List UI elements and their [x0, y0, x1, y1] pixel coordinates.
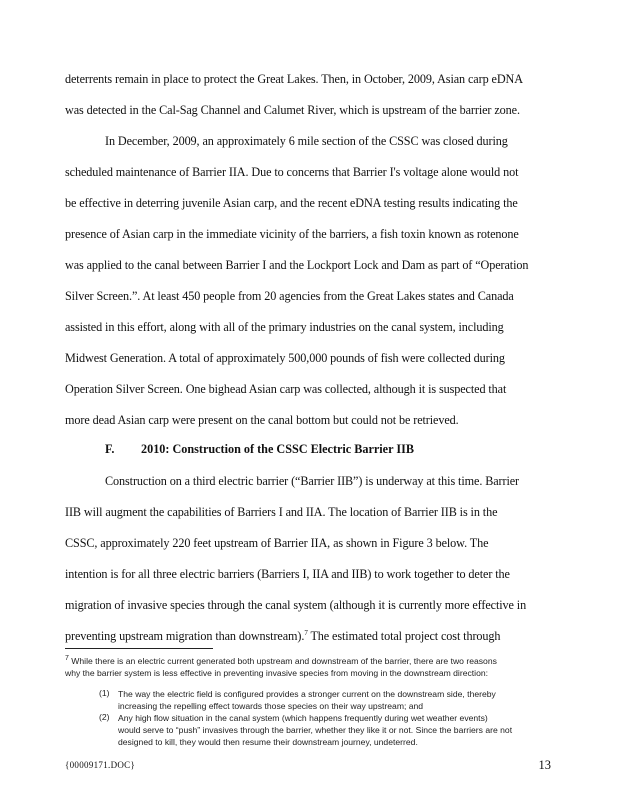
footnote-item-line: increasing the repelling effect towards those species on their way upstream; and	[118, 701, 424, 711]
section-line: CSSC, approximately 220 feet upstream of Barrier IIA, as shown in Figure 3 below. The	[65, 536, 489, 550]
body-line: Midwest Generation. A total of approximately 500,000 pounds of fish were collected during	[65, 351, 505, 365]
section-line: intention is for all three electric barriers (Barriers I, IIA and IIB) to work together to deter the	[65, 567, 510, 581]
body-line: In December, 2009, an approximately 6 mile section of the CSSC was closed during	[105, 134, 508, 148]
footnote-item-line: The way the electric field is configured provides a stronger current on the downstream side, thereby	[118, 689, 496, 699]
footnote-item-number: (1)	[99, 688, 110, 698]
body-line: more dead Asian carp were present on the canal bottom but could not be retrieved.	[65, 413, 459, 427]
page-number: 13	[538, 758, 551, 772]
section-line: migration of invasive species through the canal system (although it is currently more effective in	[65, 598, 527, 612]
footnote-item-line: designed to kill, they would then resume their downstream journey, undeterred.	[118, 737, 418, 747]
footnote-intro	[65, 655, 497, 667]
footnote-number: 7	[65, 655, 69, 663]
body-line: was detected in the Cal-Sag Channel and Calumet River, which is upstream of the barrier zone.	[65, 103, 520, 117]
footnote-item-line: Any high flow situation in the canal system (which happens frequently during wet weather events)	[118, 713, 488, 723]
section-line-last	[65, 628, 553, 644]
section-letter: F.	[105, 442, 115, 456]
body-line: was applied to the canal between Barrier I and the Lockport Lock and Dam as part of “Operation	[65, 258, 529, 272]
section-line: Construction on a third electric barrier (“Barrier IIB”) is underway at this time. Barrier	[105, 474, 520, 488]
body-line: presence of Asian carp in the immediate vicinity of the barriers, a fish toxin known as rotenone	[65, 227, 519, 241]
footnote-text: While there is an electric current generated both upstream and downstream of the barrier, there are two reasons	[68, 656, 497, 666]
body-line: deterrents remain in place to protect the Great Lakes. Then, in October, 2009, Asian carp eDNA	[65, 72, 523, 86]
footnote-intro: why the barrier system is less effective in preventing invasive species from moving in the downstream direction:	[65, 668, 489, 678]
line-text: The estimated total project cost through	[307, 629, 501, 643]
body-line: be effective in deterring juvenile Asian carp, and the recent eDNA testing results indicating the	[65, 196, 518, 210]
body-line: Silver Screen.”. At least 450 people from 20 agencies from the Great Lakes states and Canada	[65, 289, 514, 303]
document-id: {00009171.DOC}	[65, 760, 136, 770]
footnote-item-line: would serve to “push” invasives through the barrier, whether they like it or not. Since the barriers are not	[118, 725, 513, 735]
body-line: assisted in this effort, along with all of the primary industries on the canal system, including	[65, 320, 504, 334]
footnote-reference[interactable]: 7	[304, 628, 308, 637]
section-line: IIB will augment the capabilities of Barriers I and IIA. The location of Barrier IIB is in the	[65, 505, 498, 519]
section-title: 2010: Construction of the CSSC Electric Barrier IIB	[141, 442, 414, 456]
body-line: scheduled maintenance of Barrier IIA. Due to concerns that Barrier I's voltage alone would not	[65, 165, 519, 179]
line-text: preventing upstream migration than downstream).	[65, 629, 305, 643]
footnote-rule	[65, 648, 213, 649]
body-line: Operation Silver Screen. One bighead Asian carp was collected, although it is suspected that	[65, 382, 507, 396]
footnote-item-number: (2)	[99, 712, 110, 722]
